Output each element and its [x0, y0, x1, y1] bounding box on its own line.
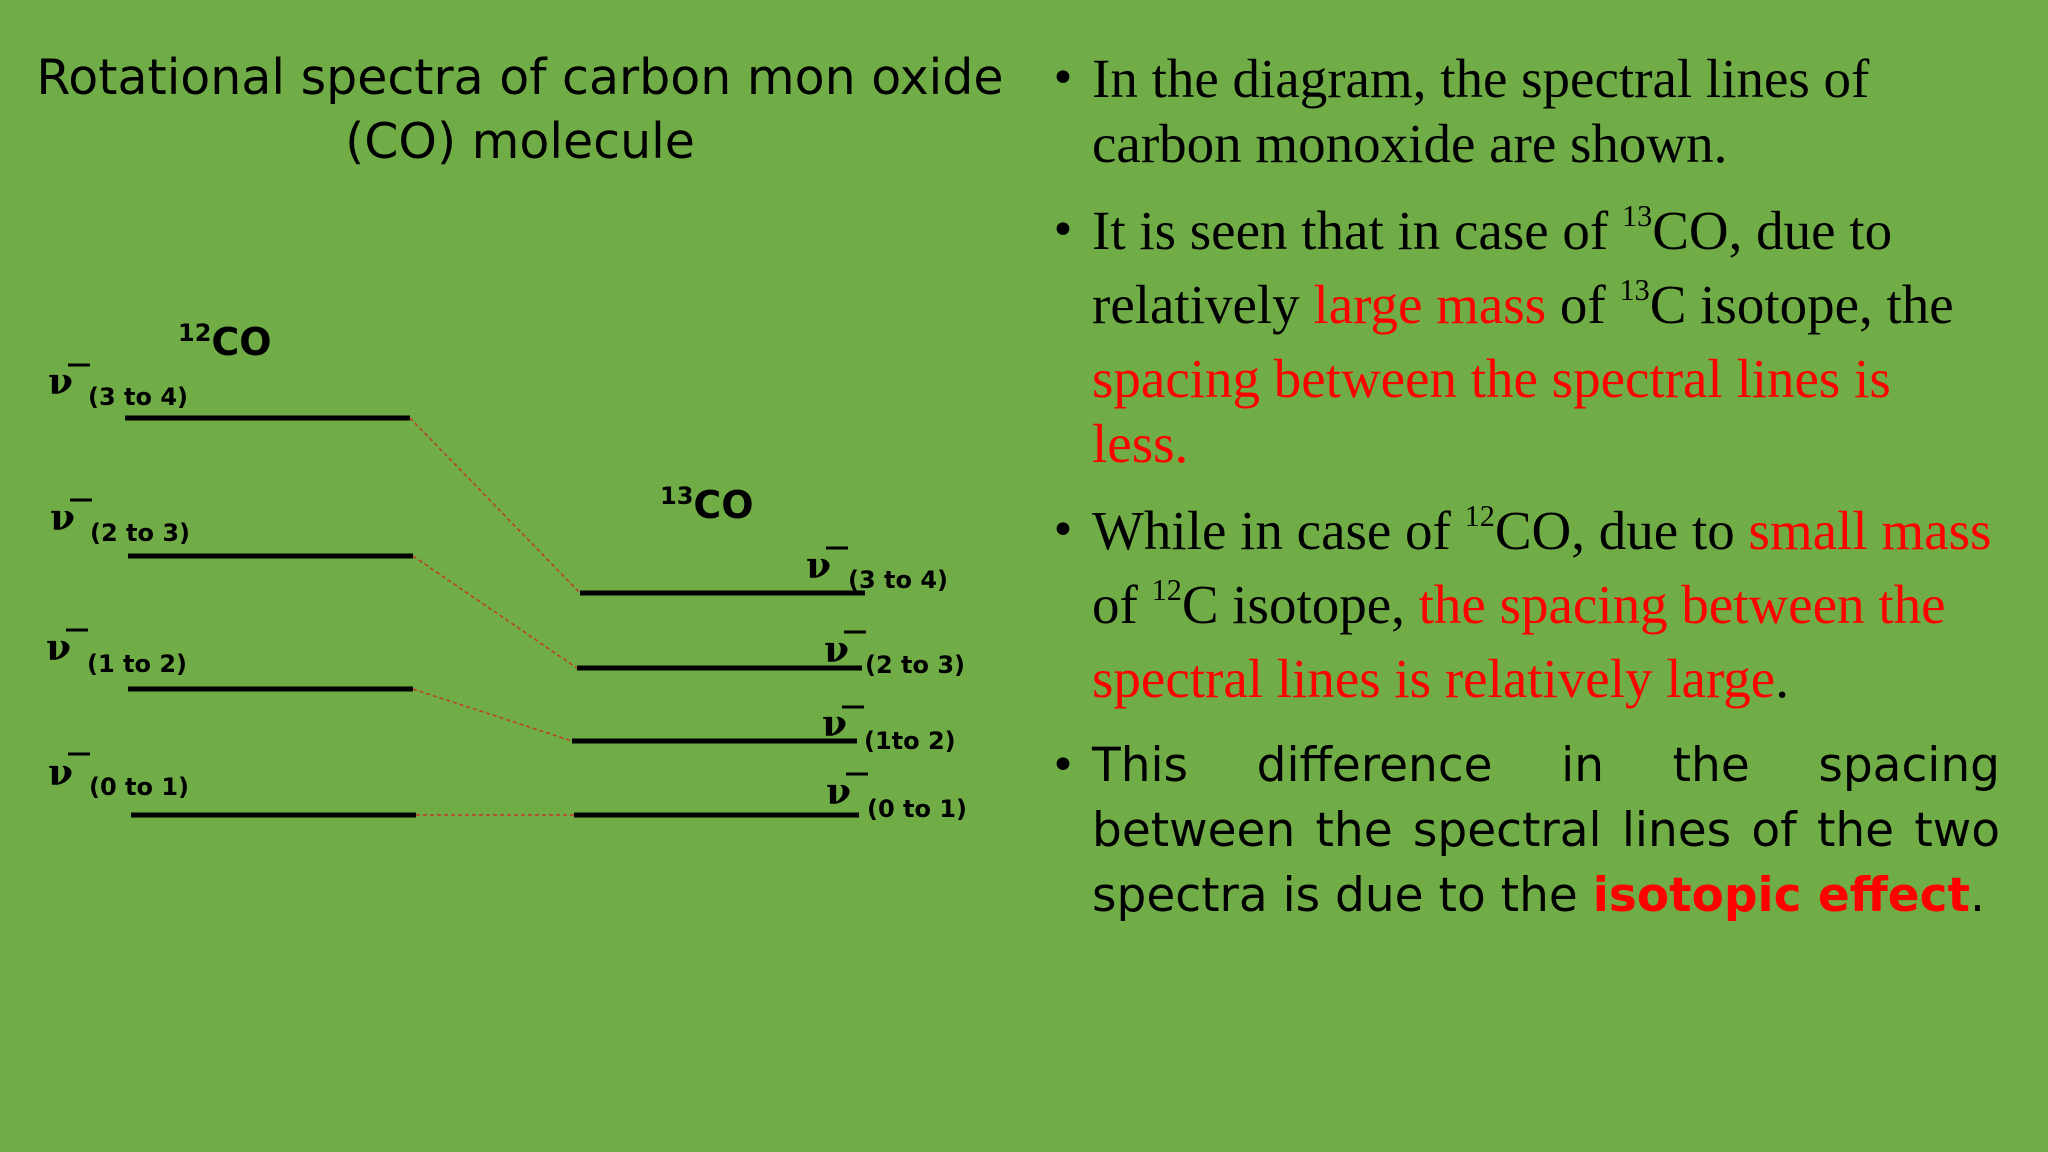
left-isotope-symbol: CO — [211, 320, 272, 364]
bullet-2-text-a: It is seen that in case of — [1092, 200, 1622, 261]
bullet-3-sup-b: 12 — [1151, 573, 1182, 608]
svg-text:ν: ν — [46, 627, 71, 669]
bullet-2-highlight-b: spacing between the spectral lines is less. — [1092, 348, 1891, 474]
bullet-2-sup-b: 13 — [1619, 273, 1650, 308]
bullet-3-sup-a: 12 — [1464, 499, 1495, 534]
bullet-3-highlight-b: the spacing between the spectral lines is relatively large — [1092, 574, 1946, 709]
left-label-text-2-3: (2 to 3) — [90, 519, 191, 547]
right-label-text-1-2: (1to 2) — [864, 727, 956, 755]
right-isotope-symbol: CO — [693, 483, 754, 527]
left-label-1-2 — [46, 627, 187, 678]
bullet-3-text-a: While in case of — [1092, 500, 1465, 561]
svg-text:ν: ν — [826, 771, 851, 813]
bullet-2 — [1050, 198, 2000, 476]
left-label-3-4 — [48, 361, 188, 411]
bullet-2-text-d: C isotope, the — [1649, 274, 1954, 335]
svg-text:ν: ν — [806, 545, 831, 587]
connector-2-3 — [413, 556, 577, 668]
connector-1-2 — [413, 689, 572, 741]
right-label-3-4 — [806, 545, 948, 594]
bullet-1 — [1050, 46, 2000, 176]
bullet-3-text-b: CO, due to — [1494, 500, 1749, 561]
right-label-text-2-3: (2 to 3) — [865, 651, 966, 679]
bullet-4 — [1050, 733, 2000, 928]
left-label-text-1-2: (1 to 2) — [87, 650, 188, 678]
bullet-4-highlight: isotopic effect — [1592, 868, 1970, 923]
bullet-3-text-e: . — [1775, 648, 1789, 709]
bullet-3-text-c: of — [1092, 574, 1152, 635]
bullet-1-text: In the diagram, the spectral lines of carbon monoxide are shown. — [1092, 48, 1870, 174]
right-label-1-2 — [822, 703, 956, 755]
right-isotope-label — [660, 482, 754, 527]
bullet-3-text-d: C isotope, — [1181, 574, 1419, 635]
left-isotope-mass: 12 — [178, 319, 212, 347]
bullet-2-highlight-a: large mass — [1313, 274, 1547, 335]
left-isotope-label — [178, 319, 272, 364]
energy-level-diagram — [0, 0, 1000, 1152]
bullet-list — [1050, 46, 2000, 950]
right-isotope-mass: 13 — [660, 482, 694, 510]
title-line-1: Rotational spectra of carbon mon oxide — [36, 49, 1004, 106]
title-line-2: (CO) molecule — [345, 113, 695, 170]
left-label-0-1 — [48, 752, 189, 801]
left-label-text-0-1: (0 to 1) — [89, 773, 190, 801]
bullet-2-sup-a: 13 — [1621, 199, 1653, 234]
bullet-2-text-c: of — [1546, 274, 1620, 335]
svg-text:ν: ν — [824, 629, 849, 671]
right-label-2-3 — [824, 629, 965, 679]
connector-3-4 — [410, 418, 580, 593]
bullet-2-text-b: CO, due to relatively — [1092, 200, 1893, 335]
left-label-text-3-4: (3 to 4) — [88, 383, 189, 411]
right-label-text-3-4: (3 to 4) — [848, 566, 949, 594]
bullet-3 — [1050, 498, 2000, 711]
left-label-2-3 — [50, 497, 190, 547]
bullet-4-text-a: This difference in the spacing between the spectral lines of the two spectra is due to the — [1092, 738, 2000, 923]
svg-text:ν: ν — [48, 752, 73, 794]
svg-text:ν: ν — [822, 703, 847, 745]
bullet-3-highlight-a: small mass — [1748, 500, 1992, 561]
bullet-4-text-b: . — [1970, 868, 1985, 923]
svg-text:ν: ν — [48, 361, 73, 403]
right-label-text-0-1: (0 to 1) — [867, 795, 968, 823]
svg-text:ν: ν — [50, 497, 75, 539]
